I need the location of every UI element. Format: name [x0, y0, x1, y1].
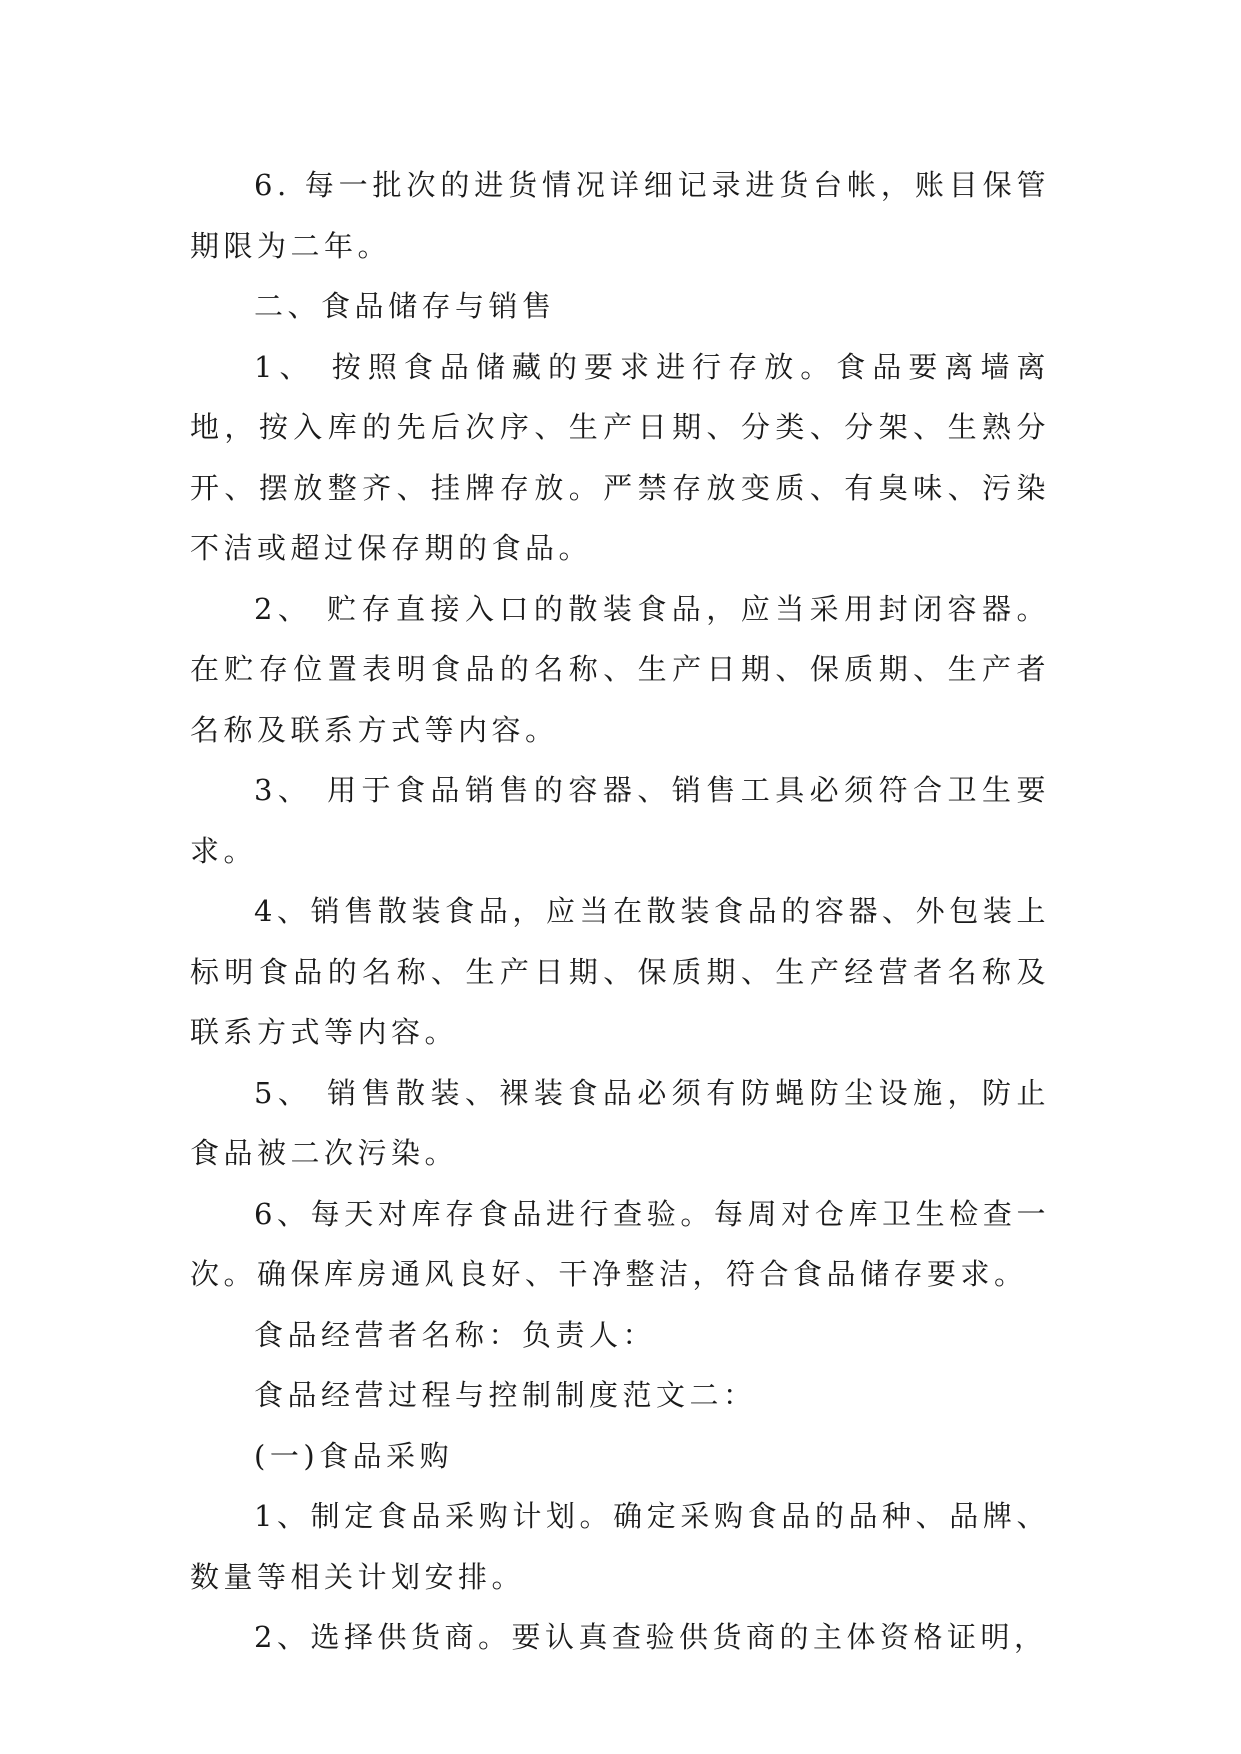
section-heading-storage-sales: 二、食品储存与销售	[254, 289, 556, 323]
paragraph-item-1-storage: 1、 按照食品储藏的要求进行存放。食品要离墙离地，按入库的先后次序、生产日期、分类、分架、生熟分开、摆放整齐、挂牌存放。严禁存放变质、有臭味、污染不洁或超过保存期的食品。	[190, 349, 1050, 565]
subsection-heading-procurement: (一)食品采购	[254, 1438, 454, 1473]
signature-line: 食品经营者名称：负责人：	[254, 1317, 657, 1352]
sample-two-title: 食品经营过程与控制制度范文二：	[254, 1378, 757, 1412]
paragraph-item-4-bulk-sales: 4、销售散装食品，应当在散装食品的容器、外包装上标明食品的名称、生产日期、保质期、生产经营者名称及联系方式等内容。	[190, 894, 1050, 1049]
paragraph-item-6-inspection: 6、每天对库存食品进行查验。每周对仓库卫生检查一次。确保库房通风良好、干净整洁，符合食品储存要求。	[190, 1196, 1050, 1291]
paragraph-item-2-supplier: 2、选择供货商。要认真查验供货商的主体资格证明，	[254, 1620, 1048, 1654]
paragraph-item-3-containers: 3、 用于食品销售的容器、销售工具必须符合卫生要求。	[190, 773, 1050, 868]
document-body	[190, 155, 1050, 1668]
paragraph-item-1-plan: 1、制定食品采购计划。确定采购食品的品种、品牌、数量等相关计划安排。	[190, 1499, 1050, 1594]
paragraph-item-2-bulk-storage: 2、 贮存直接入口的散装食品，应当采用封闭容器。在贮存位置表明食品的名称、生产日期、保质期、生产者名称及联系方式等内容。	[190, 591, 1050, 747]
paragraph-item-6-ledger: 6. 每一批次的进货情况详细记录进货台帐，账目保管期限为二年。	[190, 168, 1050, 263]
paragraph-item-5-protection: 5、 销售散装、裸装食品必须有防蝇防尘设施，防止食品被二次污染。	[190, 1075, 1050, 1170]
